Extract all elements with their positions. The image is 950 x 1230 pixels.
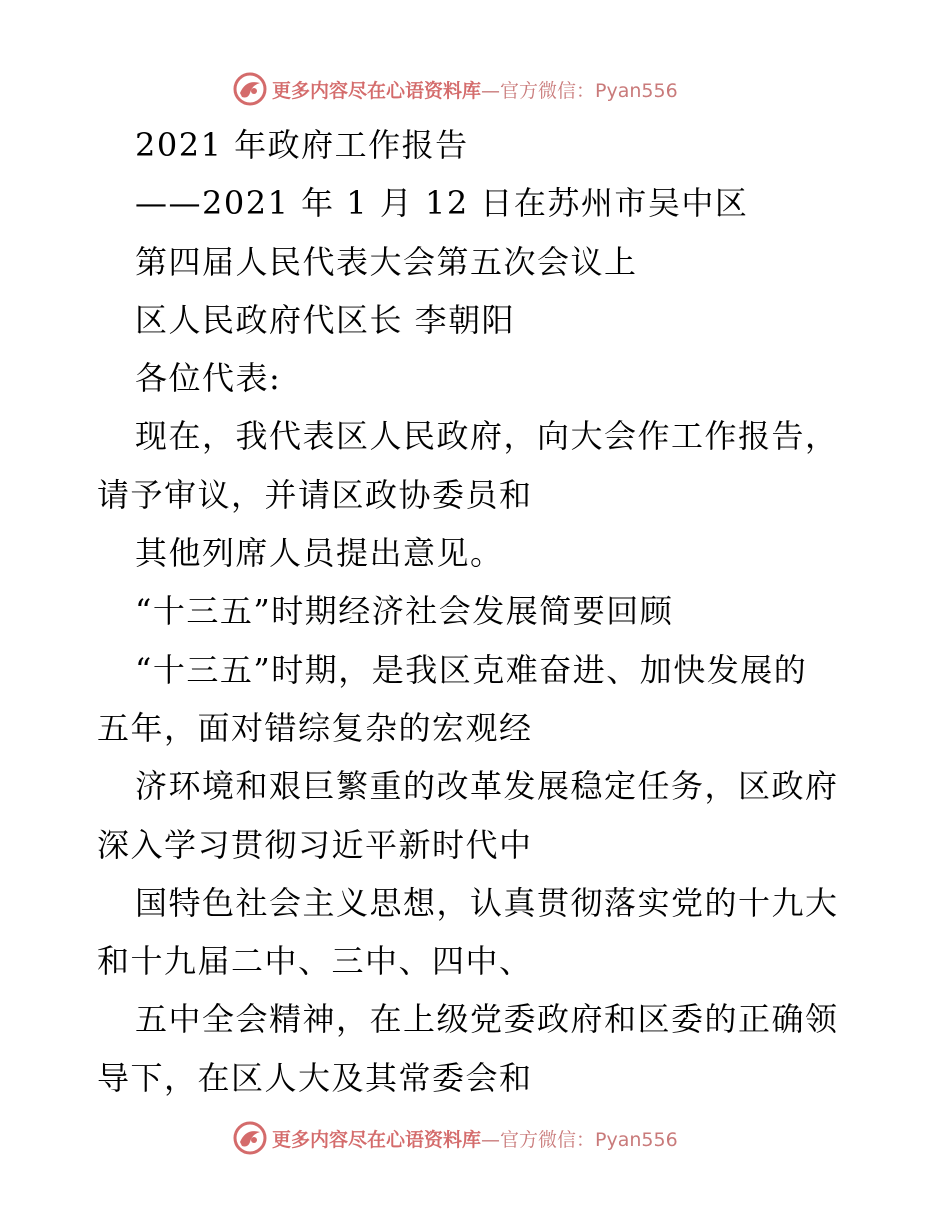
report-meeting-line: 第四届人民代表大会第五次会议上 [135,242,638,281]
watermark-title: 更多内容尽在心语资料库 [272,1128,482,1151]
report-author-line: 区人民政府代区长 李朝阳 [135,300,516,339]
watermark-title: 更多内容尽在心语资料库 [272,79,482,102]
body-line: 国特色社会主义思想，认真贯彻落实党的十九大 [135,883,839,922]
watermark-footer [232,1120,752,1156]
body-line: 深入学习贯彻习近平新时代中 [97,825,533,864]
watermark-suffix: —官方微信：Pyan556 [481,1128,678,1151]
body-line: 现在，我代表区人民政府，向大会作工作报告， [135,417,839,456]
swirl-logo-icon [232,71,268,107]
watermark-header [232,71,752,107]
body-line: 济环境和艰巨繁重的改革发展稳定任务，区政府 [135,767,839,806]
report-date-line: ——2021 年 1 月 12 日在苏州市吴中区 [135,184,749,223]
body-line: 五年，面对错综复杂的宏观经 [97,708,533,747]
body-line: 五中全会精神，在上级党委政府和区委的正确领 [135,1000,839,1039]
document-body [97,116,857,1107]
section-heading: “十三五”时期经济社会发展简要回顾 [135,592,674,631]
body-line: “十三五”时期，是我区克难奋进、加快发展的 [135,650,808,689]
report-title: 2021 年政府工作报告 [135,126,469,164]
watermark-suffix: —官方微信：Pyan556 [481,79,678,102]
body-line: 导下，在区人大及其常委会和 [97,1058,533,1097]
salutation: 各位代表: [135,359,282,398]
body-line: 其他列席人员提出意见。 [135,534,504,573]
swirl-logo-icon [232,1120,268,1156]
body-line: 请予审议，并请区政协委员和 [97,475,533,514]
body-line: 和十九届二中、三中、四中、 [97,942,533,981]
